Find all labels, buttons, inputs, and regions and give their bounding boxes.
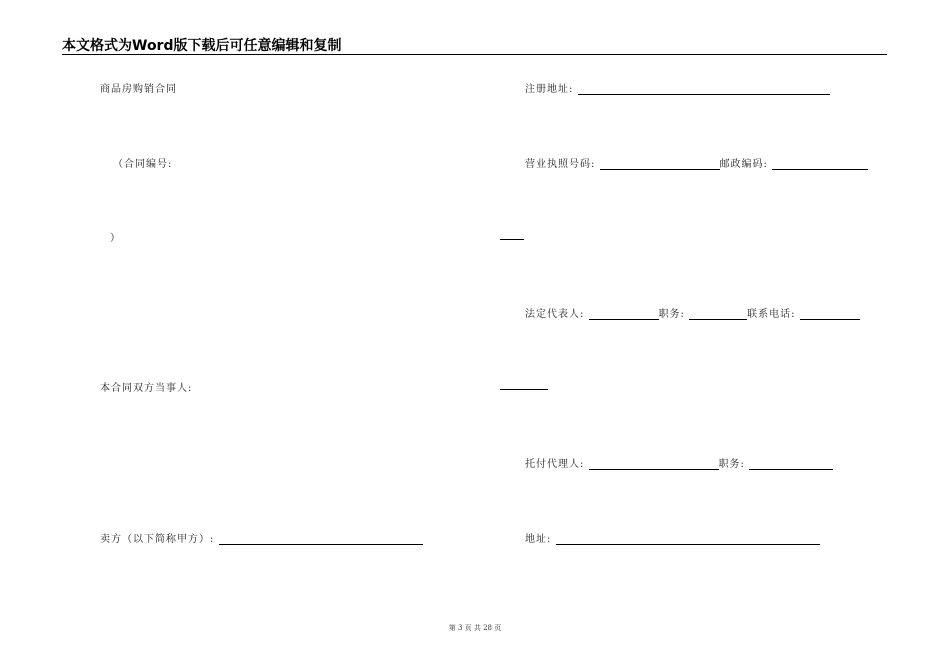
business-license-field[interactable]: [600, 159, 720, 170]
agent-position-field[interactable]: [749, 459, 833, 470]
address-label: 地址:: [525, 534, 552, 545]
postcode-field[interactable]: [772, 159, 868, 170]
business-license-label: 营业执照号码:: [525, 159, 596, 170]
registered-address-label: 注册地址:: [525, 84, 574, 95]
phone-label: 联系电话:: [747, 309, 796, 320]
license-row: [525, 155, 868, 170]
postcode-field-continuation[interactable]: [500, 239, 524, 240]
legal-rep-row: [525, 305, 860, 320]
address-field[interactable]: [556, 534, 820, 545]
phone-field[interactable]: [800, 309, 860, 320]
address-row: [525, 530, 820, 545]
page-number: 第 3 页 共 28 页: [448, 624, 502, 632]
seller-name-field[interactable]: [219, 534, 423, 545]
position-field[interactable]: [689, 309, 747, 320]
parties-label: 本合同双方当事人:: [100, 383, 193, 394]
phone-field-continuation[interactable]: [500, 389, 548, 390]
contract-number-label: （合同编号:: [113, 159, 173, 170]
postcode-label: 邮政编码:: [719, 159, 768, 170]
legal-representative-field[interactable]: [589, 309, 659, 320]
agent-field[interactable]: [589, 459, 719, 470]
agent-label: 托付代理人:: [525, 459, 585, 470]
position-label: 职务:: [658, 309, 685, 320]
seller-row: [100, 530, 423, 545]
contract-title: 商品房购销合同: [100, 84, 177, 95]
registered-address-row: [525, 80, 830, 95]
agent-position-label: 职务:: [718, 459, 745, 470]
seller-label: 卖方（以下简称甲方）:: [100, 534, 215, 545]
header-divider: [62, 54, 887, 55]
legal-representative-label: 法定代表人:: [525, 309, 585, 320]
registered-address-field[interactable]: [578, 84, 830, 95]
document-header: 本文格式为Word版下载后可任意编辑和复制: [62, 38, 342, 54]
closing-parenthesis: ）: [110, 233, 121, 244]
agent-row: [525, 455, 833, 470]
